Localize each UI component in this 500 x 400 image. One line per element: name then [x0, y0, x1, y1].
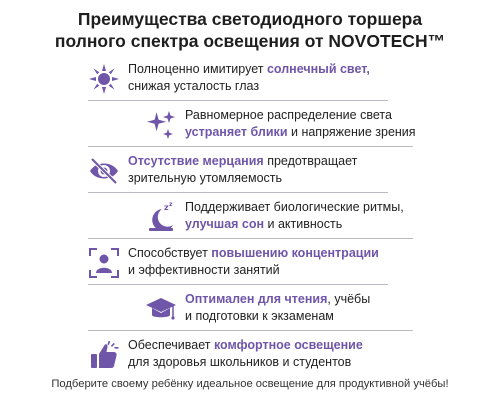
divider	[88, 330, 413, 331]
divider	[88, 100, 388, 101]
page-title	[0, 8, 500, 52]
title-line-2: полного спектра освещения от NOVOTECH™	[54, 31, 446, 51]
divider	[88, 192, 388, 193]
graduation-cap-icon	[145, 293, 177, 325]
eye-icon	[88, 155, 120, 187]
divider	[88, 146, 413, 147]
thumbs-up-icon	[88, 339, 120, 371]
benefit-text: Обеспечивает комфортное освещение для здоровья школьников и студентов	[128, 338, 363, 369]
focus-person-icon	[88, 247, 120, 279]
benefit-text: Полноценно имитирует солнечный свет, снижая усталость глаз	[128, 62, 370, 93]
footer-text: Подберите своему ребёнку идеальное освещение для продуктивной учёбы!	[51, 378, 449, 390]
svg-text:z: z	[169, 201, 173, 208]
benefit-text: Поддерживает биологические ритмы, улучшая сон и активность	[185, 200, 404, 231]
benefit-text: Оптимален для чтения, учёбы и подготовки к экзаменам	[185, 292, 371, 323]
moon-sleep-icon	[145, 201, 177, 233]
title-line-1: Преимущества светодиодного торшера	[77, 9, 423, 29]
sparkle-icon	[145, 109, 177, 141]
svg-text:z: z	[164, 203, 169, 212]
divider	[88, 238, 413, 239]
benefit-text: Равномерное распределение света устраняет блики и напряжение зрения	[185, 108, 416, 139]
divider	[88, 284, 388, 285]
sun-icon	[88, 63, 120, 95]
benefit-text: Способствует повышению концентрации и эффективности занятий	[128, 246, 379, 277]
benefit-text: Отсутствие мерцания предотвращает зрительную утомляемость	[128, 154, 358, 185]
